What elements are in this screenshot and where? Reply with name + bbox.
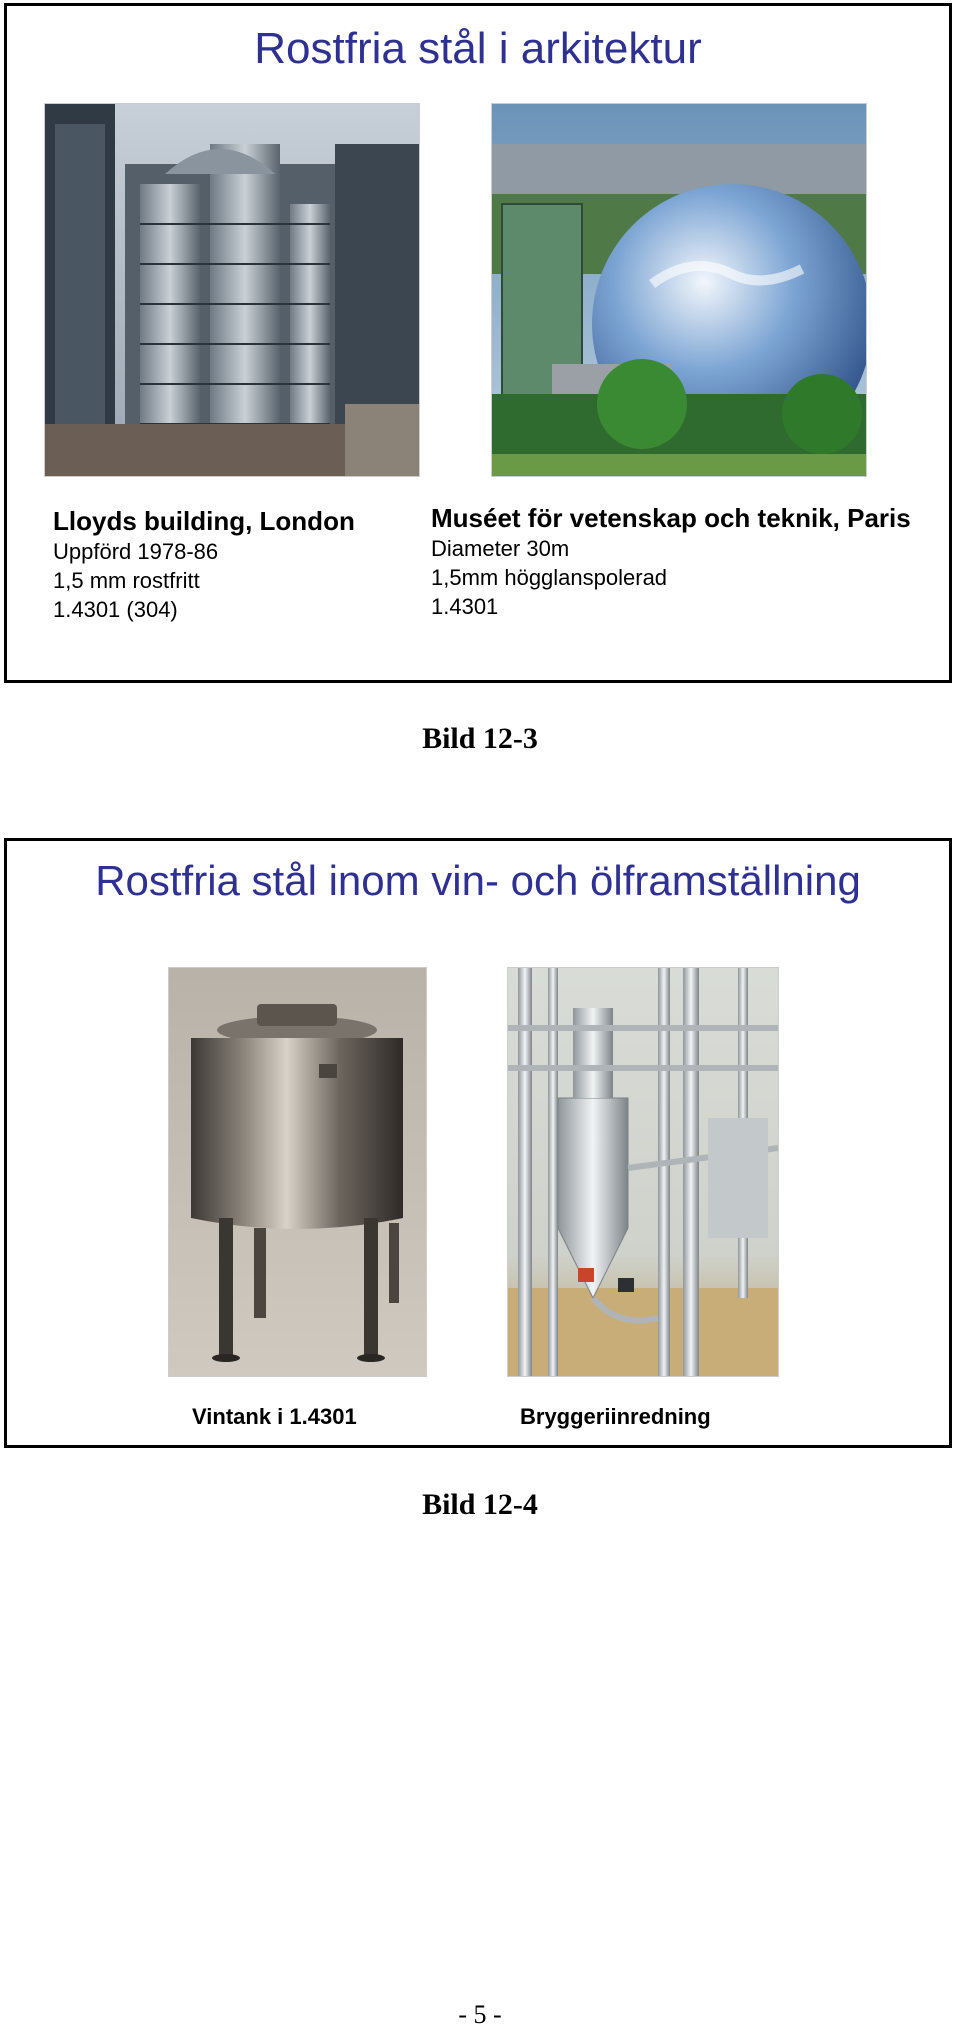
brewery-photo: [507, 967, 779, 1377]
figure-label: Bild 12-4: [422, 1488, 538, 1521]
wine-tank-caption: Vintank i 1.4301: [192, 1404, 357, 1429]
lloyds-caption-line: Uppförd 1978-86: [53, 539, 219, 564]
museum-caption: [431, 502, 911, 621]
lloyds-building-photo: [44, 103, 420, 477]
page-number: - 5 -: [458, 2000, 502, 2029]
museum-caption-line: Diameter 30m: [431, 536, 570, 561]
figure-label: Bild 12-3: [422, 722, 538, 755]
slide-wine-beer: [4, 838, 952, 1448]
lloyds-caption-line: 1.4301 (304): [53, 597, 178, 622]
wine-tank-photo: [168, 967, 427, 1377]
museum-caption-heading: Muséet för vetenskap och teknik, Paris: [431, 503, 911, 533]
lloyds-caption-heading: Lloyds building, London: [53, 506, 355, 536]
museum-caption-line: 1.4301: [431, 594, 499, 619]
museum-caption-line: 1,5mm högglanspolerad: [431, 565, 668, 590]
lloyds-caption-line: 1,5 mm rostfritt: [53, 568, 200, 593]
brewery-caption: Bryggeriinredning: [520, 1404, 711, 1429]
slide-architecture: [4, 3, 952, 683]
lloyds-caption: [53, 505, 355, 624]
geode-museum-photo: [491, 103, 867, 477]
slide-title: Rostfria stål inom vin- och ölframställning: [95, 857, 861, 904]
slide-title: Rostfria stål i arkitektur: [254, 24, 702, 73]
